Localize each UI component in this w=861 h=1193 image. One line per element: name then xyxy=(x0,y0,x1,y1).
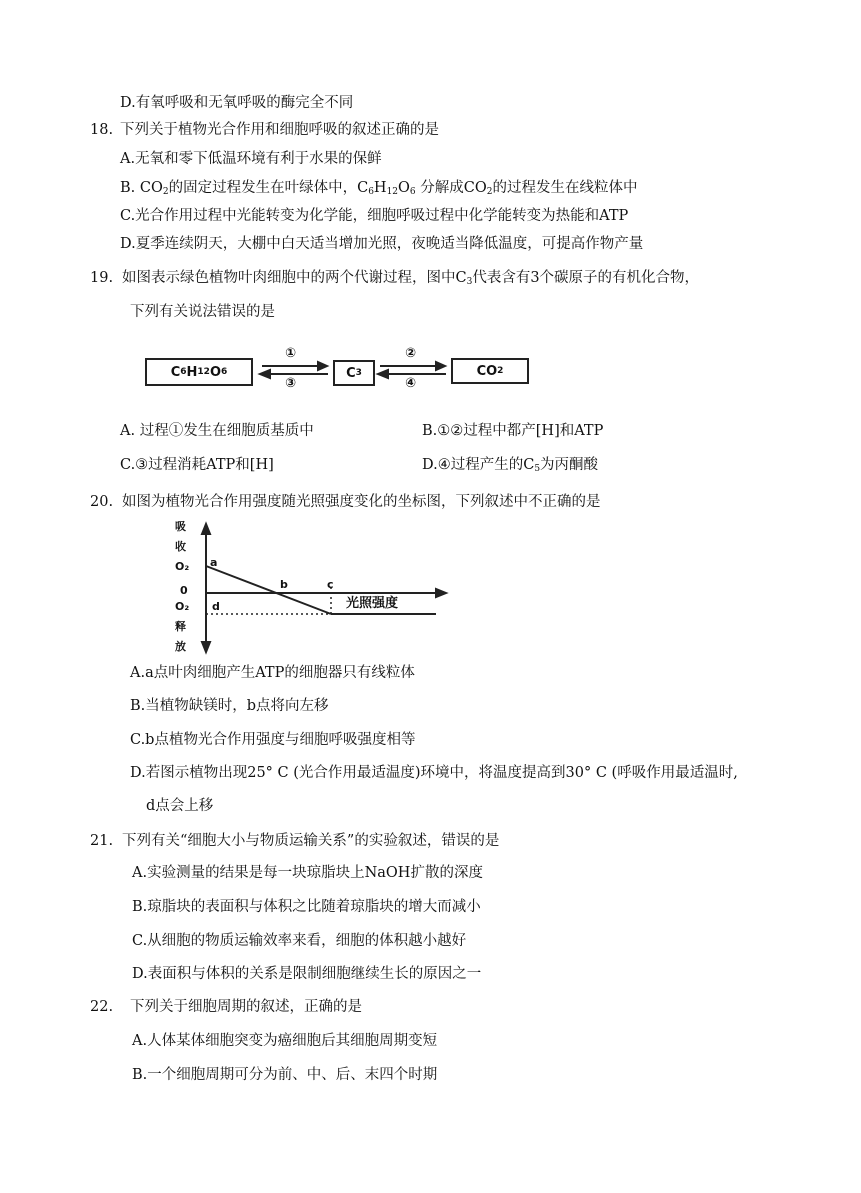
q20-stem: 如图为植物光合作用强度随光照强度变化的坐标图，下列叙述中不正确的是 xyxy=(122,494,601,510)
q21-option-b: B.琼脂块的表面积与体积之比随着琼脂块的增大而减小 xyxy=(132,899,481,915)
q19-stem: 如图表示绿色植物叶肉细胞中的两个代谢过程，图中$C_3$代表含有3个碳原子的有机化合物， xyxy=(122,270,700,287)
q22-option-a: A.人体某体细胞突变为癌细胞后其细胞周期变短 xyxy=(132,1033,438,1049)
q22-option-b: B.一个细胞周期可分为前、中、后、末四个时期 xyxy=(132,1067,438,1083)
q18-option-d: D.夏季连续阴天，大棚中白天适当增加光照，夜晚适当降低温度，可提高作物产量 xyxy=(120,236,644,252)
q21-number: 21. xyxy=(90,833,114,849)
q21-option-c: C.从细胞的物质运输效率来看，细胞的体积越小越好 xyxy=(132,933,467,949)
arrow-label-2: ② xyxy=(405,346,417,361)
q22-number: 22. xyxy=(90,999,114,1015)
q20-number: 20. xyxy=(90,494,114,510)
q19-number: 19. xyxy=(90,270,114,286)
q19-stem-line2: 下列有关说法错误的是 xyxy=(130,304,275,320)
q21-option-d: D.表面积与体积的关系是限制细胞继续生长的原因之一 xyxy=(132,966,482,982)
q20-option-d-cont: d点会上移 xyxy=(146,798,214,814)
q20-option-b: B.当植物缺镁时，b点将向左移 xyxy=(130,698,329,714)
co2-box: CO 2 xyxy=(451,358,529,384)
arrow-label-1: ① xyxy=(285,346,297,361)
point-b-label: b xyxy=(280,578,288,591)
q18-option-a: A.无氧和零下低温环境有利于水果的保鲜 xyxy=(120,151,382,167)
q18-option-b: B. $CO_2$的固定过程发生在叶绿体中，$C_6H_{12}O_6$ 分解成$CO_2$的过程发生在线粒体中 xyxy=(120,180,638,197)
point-c-label: c xyxy=(327,578,334,591)
q22-stem: 下列关于细胞周期的叙述，正确的是 xyxy=(130,999,362,1015)
c3-box: C 3 xyxy=(333,360,375,386)
q18-stem: 下列关于植物光合作用和细胞呼吸的叙述正确的是 xyxy=(120,122,439,138)
q19-option-c: C.③过程消耗ATP和[H] xyxy=(120,457,274,473)
arrow-label-4: ④ xyxy=(405,376,417,391)
q19-option-a: A. 过程①发生在细胞质基质中 xyxy=(120,423,314,439)
q20-option-d: D.若图示植物出现25° C (光合作用最适温度)环境中，将温度提高到30° C (呼吸作用最适温时, xyxy=(130,765,738,781)
arrow-label-3: ③ xyxy=(285,376,297,391)
q18-number: 18. xyxy=(90,122,114,138)
q17-option-d: D.有氧呼吸和无氧呼吸的酶完全不同 xyxy=(120,95,354,111)
q21-option-a: A.实验测量的结果是每一块琼脂块上NaOH扩散的深度 xyxy=(132,865,483,881)
q21-stem: 下列有关“细胞大小与物质运输关系”的实验叙述，错误的是 xyxy=(122,833,500,849)
point-d-label: d xyxy=(212,600,220,613)
x-axis-label: 光照强度 xyxy=(346,596,399,611)
y-axis-top-label: 吸 收 O₂ xyxy=(175,520,190,573)
q20-option-a: A.a点叶肉细胞产生ATP的细胞器只有线粒体 xyxy=(130,665,415,681)
glucose-box: C 6 H 12 O 6 xyxy=(145,358,253,386)
q20-option-c: C.b点植物光合作用强度与细胞呼吸强度相等 xyxy=(130,732,416,748)
origin-label: 0 xyxy=(180,584,188,597)
q18-option-c: C.光合作用过程中光能转变为化学能，细胞呼吸过程中化学能转变为热能和ATP xyxy=(120,208,629,224)
q19-option-b: B.①②过程中都产[H]和ATP xyxy=(422,423,604,439)
point-a-label: a xyxy=(210,556,218,569)
q19-option-d: D.④过程产生的$C_5$为丙酮酸 xyxy=(422,457,599,474)
y-axis-bottom-label: O₂ 释 放 xyxy=(175,600,190,653)
